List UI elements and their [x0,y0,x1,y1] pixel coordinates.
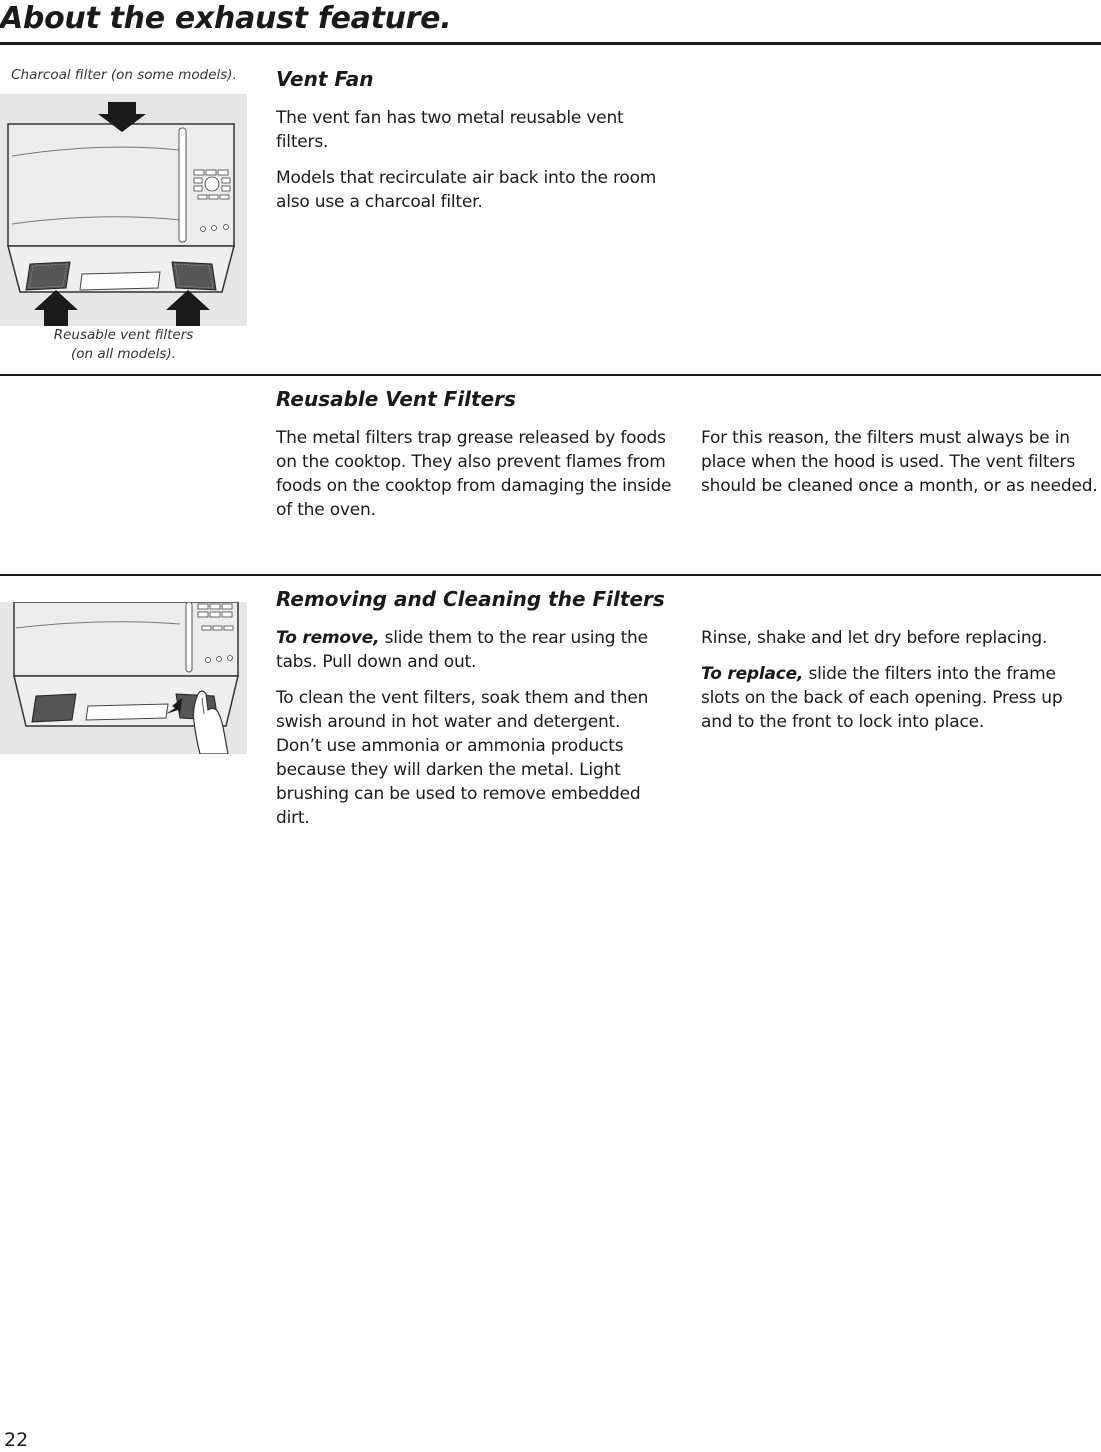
vent-fan-paragraph: Models that recirculate air back into the room also use a charcoal filter. [276,168,657,212]
remove-lead: To remove, [276,628,380,648]
removing-cleaning-right-column [701,626,1096,746]
vent-fan-text [276,106,676,226]
charcoal-filter-caption: Charcoal filter (on some models). [11,67,237,83]
vent-filters-caption-line1: Reusable vent filters [53,327,194,343]
reusable-filters-right-column [701,426,1101,510]
page-number: 22 [4,1429,29,1451]
rinse-instructions: Rinse, shake and let dry before replacing. [701,628,1048,648]
title-rule [0,42,1101,45]
reusable-filters-heading: Reusable Vent Filters [276,387,516,411]
reusable-filters-left-column [276,426,676,534]
clean-instructions: To clean the vent filters, soak them and then swish around in hot water and detergent. Don’t use ammonia or ammonia products because they will darken the metal. Light brushing can be used to remove embedded dirt. [276,688,649,828]
replace-text: slide the filters into the frame slots on the back of each opening. Press up and to the front to lock into place. [701,664,1063,732]
page-title: About the exhaust feature. [0,1,452,36]
remove-instructions [276,626,656,674]
replace-lead: To replace, [701,664,804,684]
remove-text: slide them to the rear using the tabs. Pull down and out. [276,628,648,672]
vent-fan-heading: Vent Fan [276,67,374,91]
replace-instructions [701,662,1096,734]
vent-fan-paragraph: The vent fan has two metal reusable vent filters. [276,108,624,152]
removing-cleaning-left-column [276,626,656,842]
reusable-filters-left-text: The metal filters trap grease released by foods on the cooktop. They also prevent flames from foods on the cooktop from damaging the inside of the oven. [276,428,672,520]
reusable-filters-right-text: For this reason, the filters must always be in place when the hood is used. The vent filters should be cleaned once a month, or as needed. [701,428,1098,496]
filter-removal-illustration [0,602,247,754]
microwave-filters-illustration [0,94,247,326]
vent-filters-caption-line2: (on all models). [70,346,177,362]
section-divider [0,574,1101,576]
removing-cleaning-heading: Removing and Cleaning the Filters [276,587,665,611]
section-divider [0,374,1101,376]
